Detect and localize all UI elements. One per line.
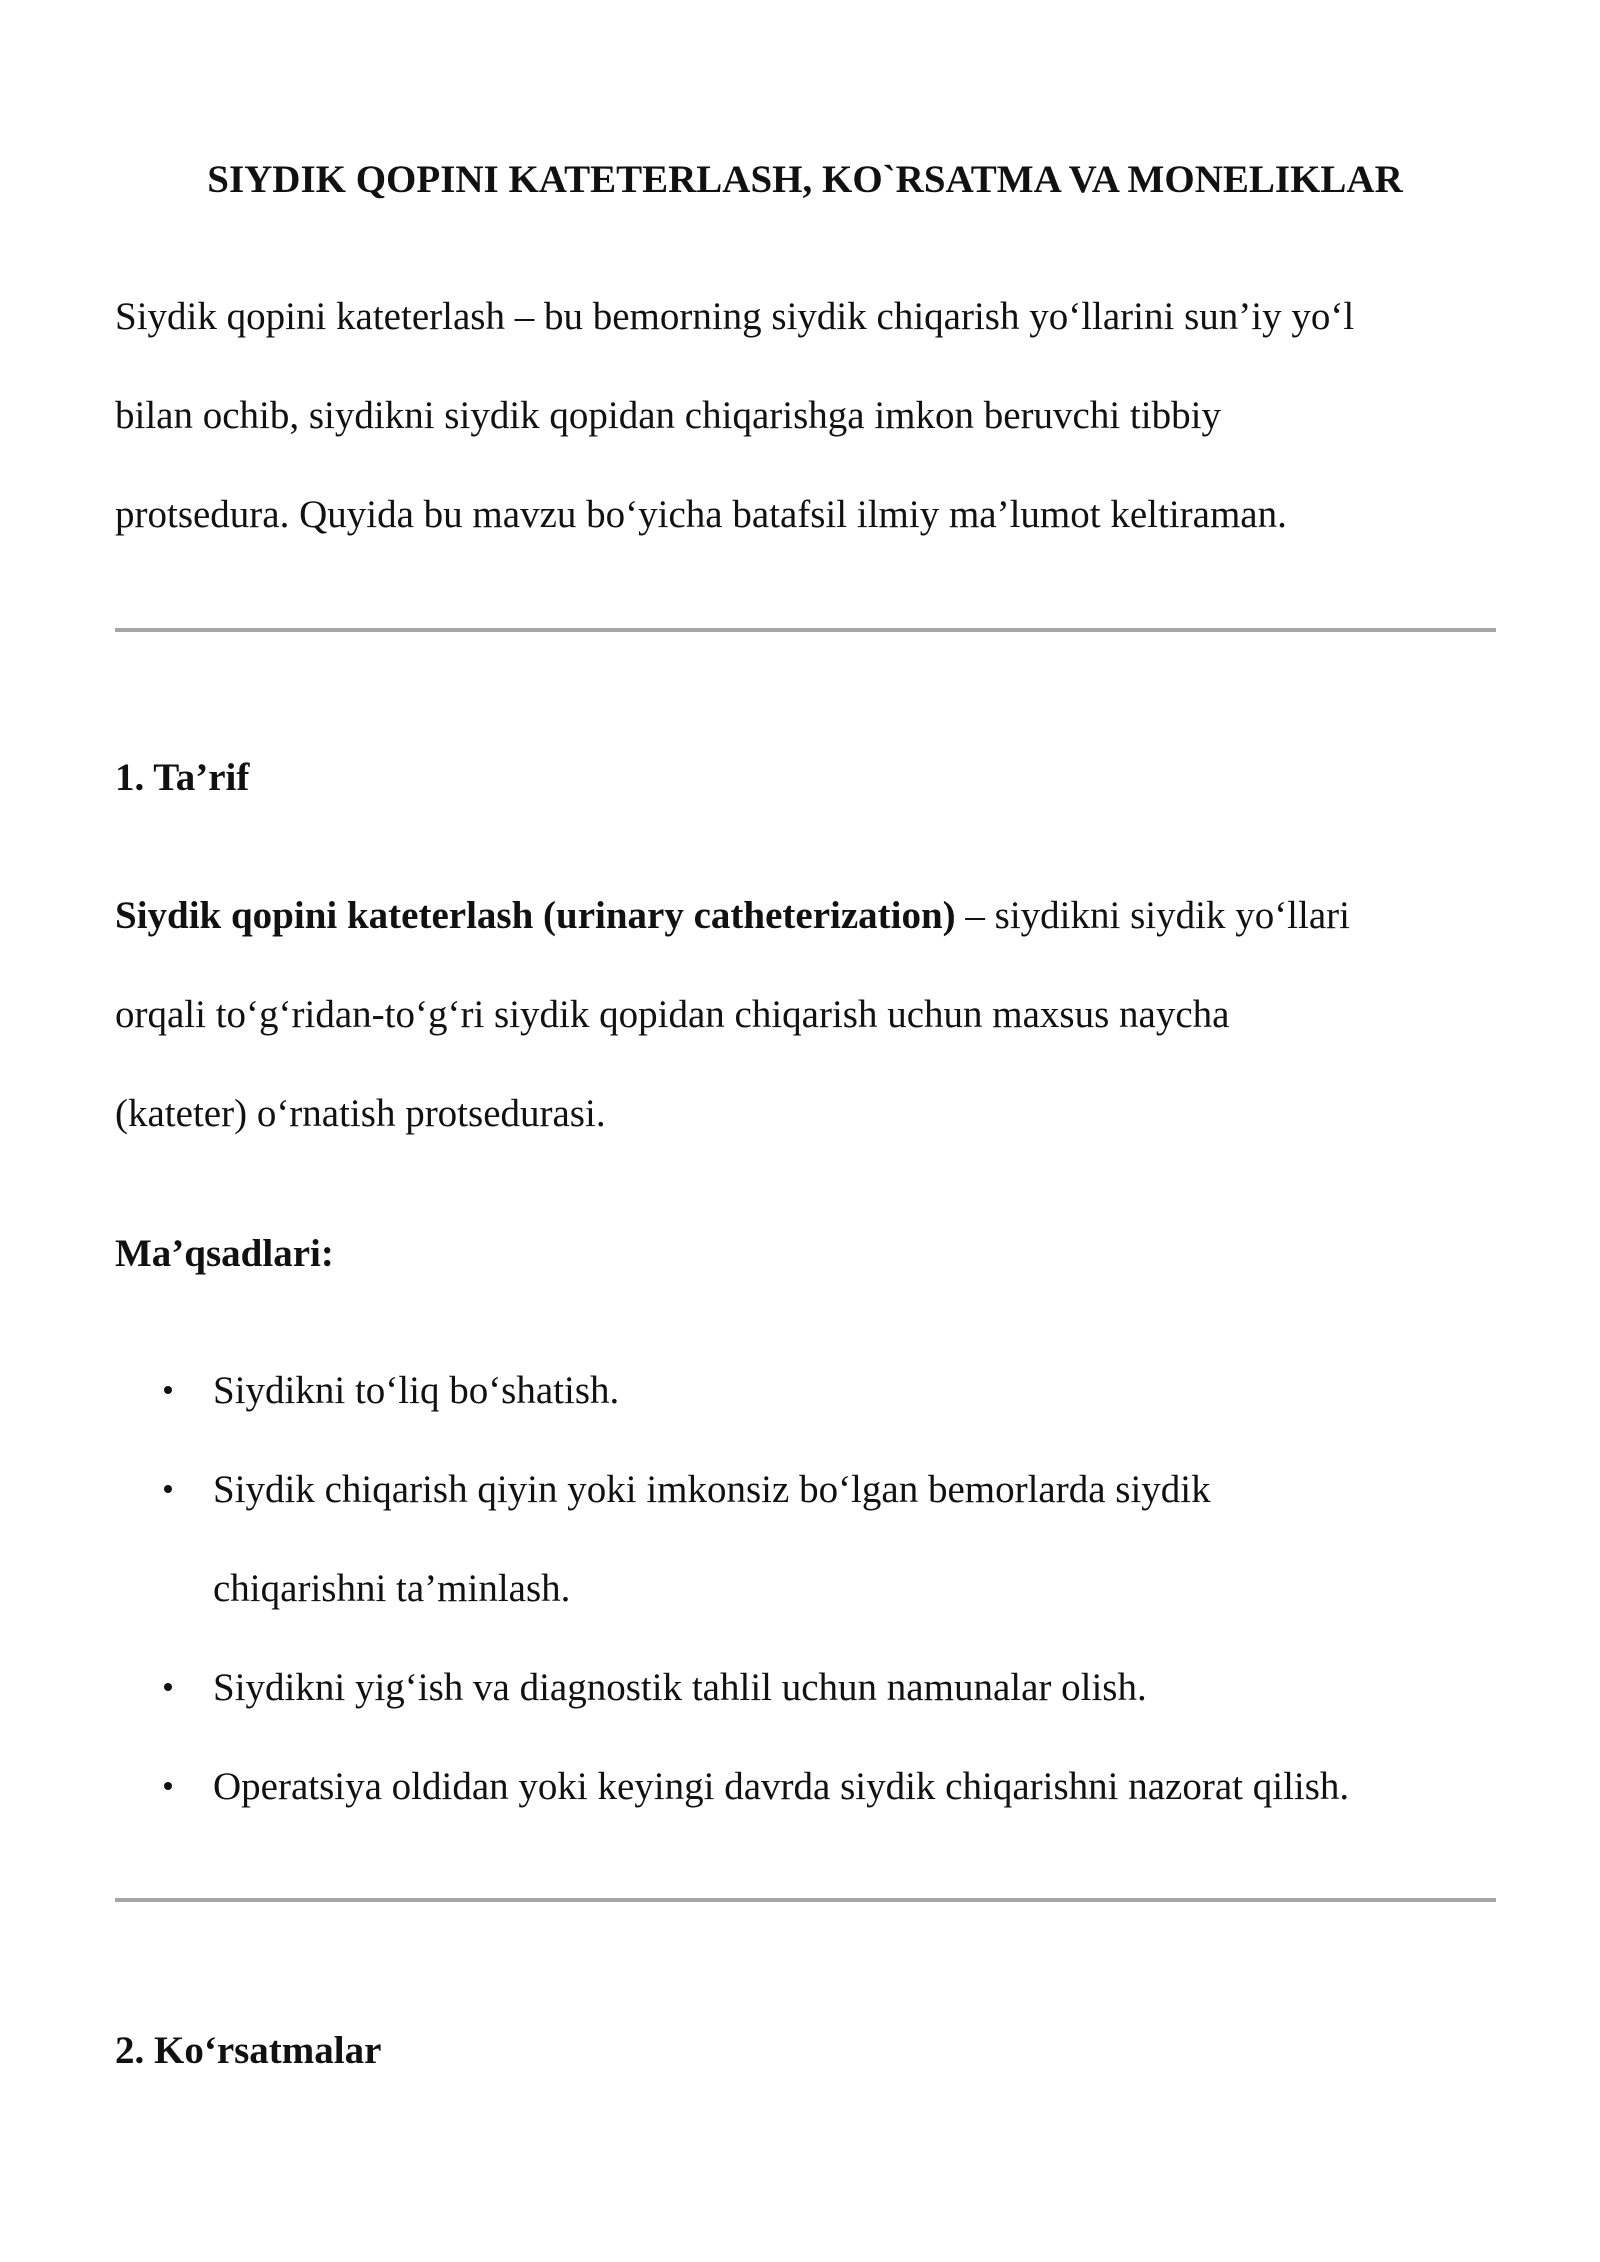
list-item-text: Siydikni to‘liq bo‘shatish.	[213, 1369, 620, 1412]
definition-text: – siydikni siydik yo‘llari	[955, 894, 1350, 937]
document-title: SIYDIK QOPINI KATETERLASH, KO`RSATMA VA MONELIKLAR	[207, 158, 1403, 201]
list-item-text: Siydik chiqarish qiyin yoki imkonsiz bo‘lgan bemorlarda siydik	[213, 1468, 1211, 1511]
section-divider	[115, 1898, 1496, 1902]
bullet-icon	[164, 1485, 172, 1493]
section-heading-definition: 1. Ta’rif	[115, 756, 250, 799]
list-item-text: Siydikni yig‘ish va diagnostik tahlil uchun namunalar olish.	[213, 1666, 1147, 1709]
intro-line: Siydik qopini kateterlash – bu bemorning siydik chiqarish yo‘llarini sun’iy yo‘l	[115, 295, 1355, 338]
definition-line: (kateter) o‘rnatish protsedurasi.	[115, 1092, 606, 1135]
list-item	[115, 1737, 1515, 1836]
list-item	[115, 1440, 1515, 1638]
definition-paragraph	[115, 866, 1515, 1163]
definition-line: orqali to‘g‘ridan-to‘g‘ri siydik qopidan chiqarish uchun maxsus naycha	[115, 993, 1230, 1036]
goals-heading: Ma’qsadlari:	[115, 1232, 334, 1275]
definition-line	[115, 866, 1515, 965]
intro-line: protsedura. Quyida bu mavzu bo‘yicha batafsil ilmiy ma’lumot keltiraman.	[115, 493, 1287, 536]
list-item	[115, 1341, 1515, 1440]
intro-paragraph	[115, 267, 1515, 564]
goals-list	[115, 1341, 1515, 1836]
section-heading-indications: 2. Ko‘rsatmalar	[115, 2029, 382, 2072]
bullet-icon	[164, 1782, 172, 1790]
list-item	[115, 1638, 1515, 1737]
bullet-icon	[164, 1386, 172, 1394]
section-divider	[115, 628, 1496, 632]
list-item-text: Operatsiya oldidan yoki keyingi davrda siydik chiqarishni nazorat qilish.	[213, 1765, 1350, 1808]
intro-line: bilan ochib, siydikni siydik qopidan chiqarishga imkon beruvchi tibbiy	[115, 394, 1221, 437]
definition-term: Siydik qopini kateterlash (urinary catheterization)	[115, 894, 956, 937]
list-item-text: chiqarishni ta’minlash.	[213, 1567, 571, 1610]
bullet-icon	[164, 1683, 172, 1691]
